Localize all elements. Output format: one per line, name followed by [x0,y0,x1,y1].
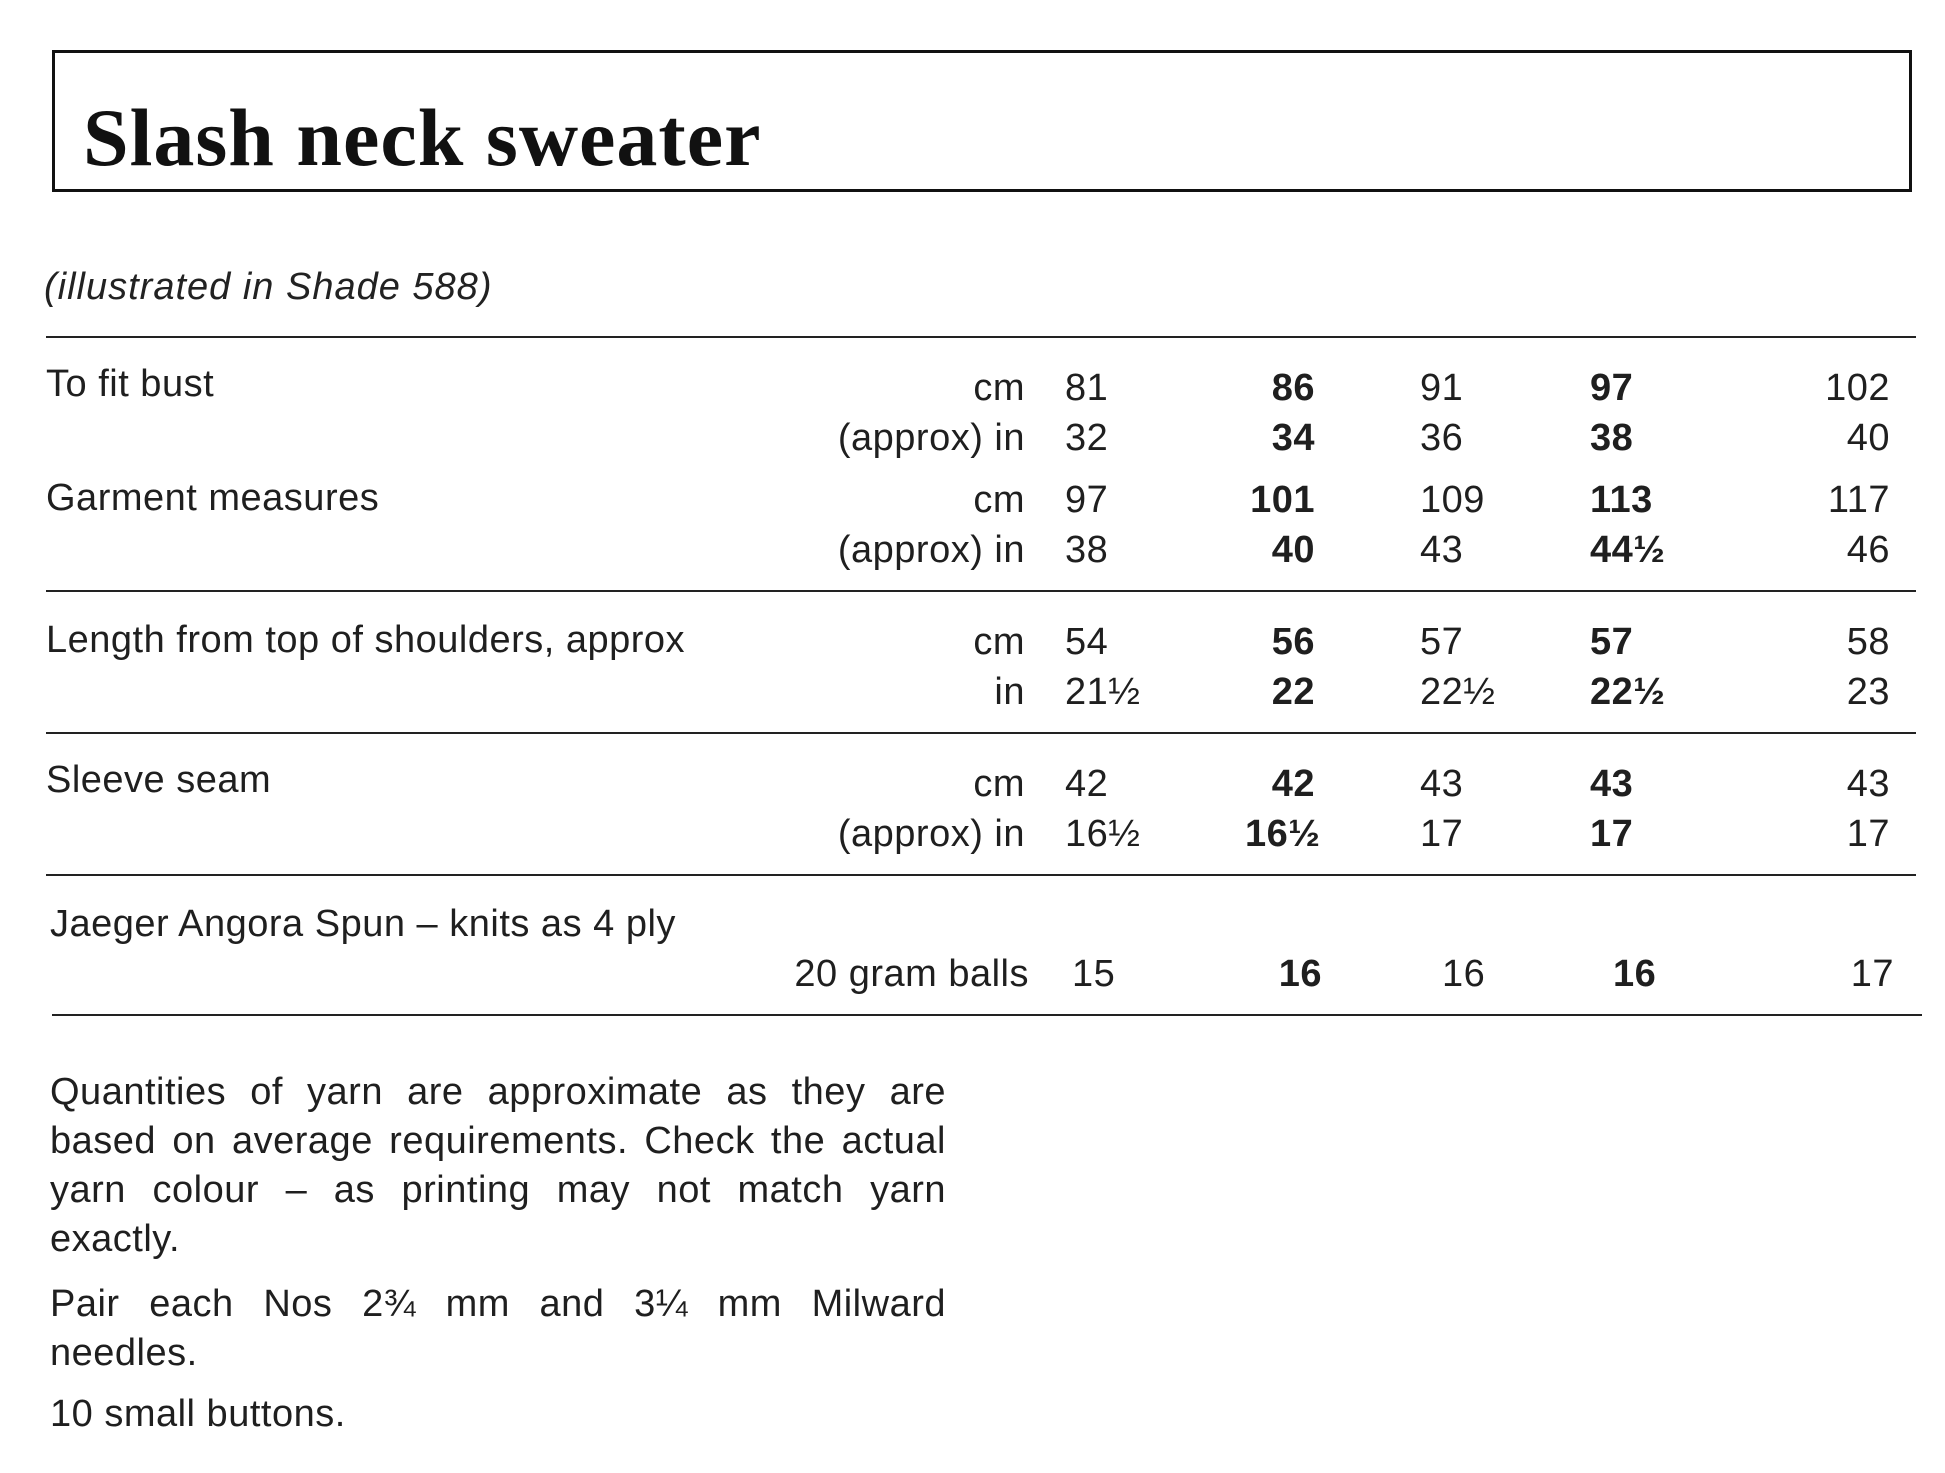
size-value: 86 [1271,367,1315,409]
size-value: 22 [1271,671,1315,713]
size-value: 101 [1250,479,1315,521]
row-label: Garment measures [46,477,380,519]
yarn-note: Quantities of yarn are approximate as they are based on average requirements. Check the actual yarn colour – as printing may not match yarn exactly. [50,1071,946,1260]
size-value: 117 [1827,479,1890,521]
size-value: 32 [1065,417,1109,459]
size-value: 42 [1065,763,1109,805]
row-unit: (approx) in [837,529,1025,571]
divider [52,1014,1922,1016]
divider [46,336,1916,338]
size-value: 97 [1065,479,1109,521]
size-value: 57 [1420,621,1464,663]
row-label: To fit bust [46,363,215,405]
size-value: 17 [1420,813,1464,855]
subtitle: (illustrated in Shade 588) [44,266,493,308]
size-value: 16½ [1245,813,1321,855]
size-value: 57 [1590,621,1634,663]
size-value: 43 [1590,763,1634,805]
row-unit: (approx) in [837,813,1025,855]
size-value: 54 [1065,621,1109,663]
size-value: 91 [1420,367,1464,409]
size-value: 16½ [1065,813,1141,855]
size-value: 43 [1846,763,1890,805]
row-unit: cm [973,763,1025,805]
row-label: Length from top of shoulders, approx [46,619,686,661]
size-value: 17 [1590,813,1634,855]
size-value: 43 [1420,763,1464,805]
size-value: 40 [1846,417,1890,459]
row-unit: cm [973,479,1025,521]
row-unit: (approx) in [837,417,1025,459]
size-value: 109 [1420,479,1485,521]
size-value: 46 [1846,529,1890,571]
size-value: 22½ [1420,671,1496,713]
row-unit: in [994,671,1025,713]
divider [46,590,1916,592]
size-value: 81 [1065,367,1109,409]
size-value: 43 [1420,529,1464,571]
size-value: 23 [1846,671,1890,713]
yarn-label: Jaeger Angora Spun – knits as 4 ply [50,903,676,945]
size-value: 56 [1271,621,1315,663]
size-value: 17 [1846,813,1890,855]
size-value: 38 [1065,529,1109,571]
buttons-note: 10 small buttons. [50,1393,346,1435]
size-value: 21½ [1065,671,1141,713]
yarn-value: 16 [1278,953,1322,995]
size-value: 42 [1271,763,1315,805]
yarn-unit: 20 gram balls [794,953,1029,995]
yarn-value: 16 [1442,953,1486,995]
size-value: 58 [1846,621,1890,663]
size-value: 22½ [1590,671,1666,713]
divider [46,732,1916,734]
divider [46,874,1916,876]
size-value: 36 [1420,417,1464,459]
title-box [52,50,1912,192]
size-value: 44½ [1590,529,1666,571]
size-value: 113 [1590,479,1653,521]
size-value: 34 [1271,417,1315,459]
size-value: 102 [1825,367,1890,409]
row-unit: cm [973,367,1025,409]
size-value: 38 [1590,417,1634,459]
size-value: 97 [1590,367,1634,409]
needles-note: Pair each Nos 2¾ mm and 3¼ mm Milward needles. [50,1283,946,1374]
row-label: Sleeve seam [46,759,272,801]
yarn-value: 15 [1072,953,1116,995]
yarn-value: 17 [1850,953,1894,995]
page-title: Slash neck sweater [83,92,762,183]
row-unit: cm [973,621,1025,663]
size-value: 40 [1271,529,1315,571]
yarn-value: 16 [1613,953,1657,995]
